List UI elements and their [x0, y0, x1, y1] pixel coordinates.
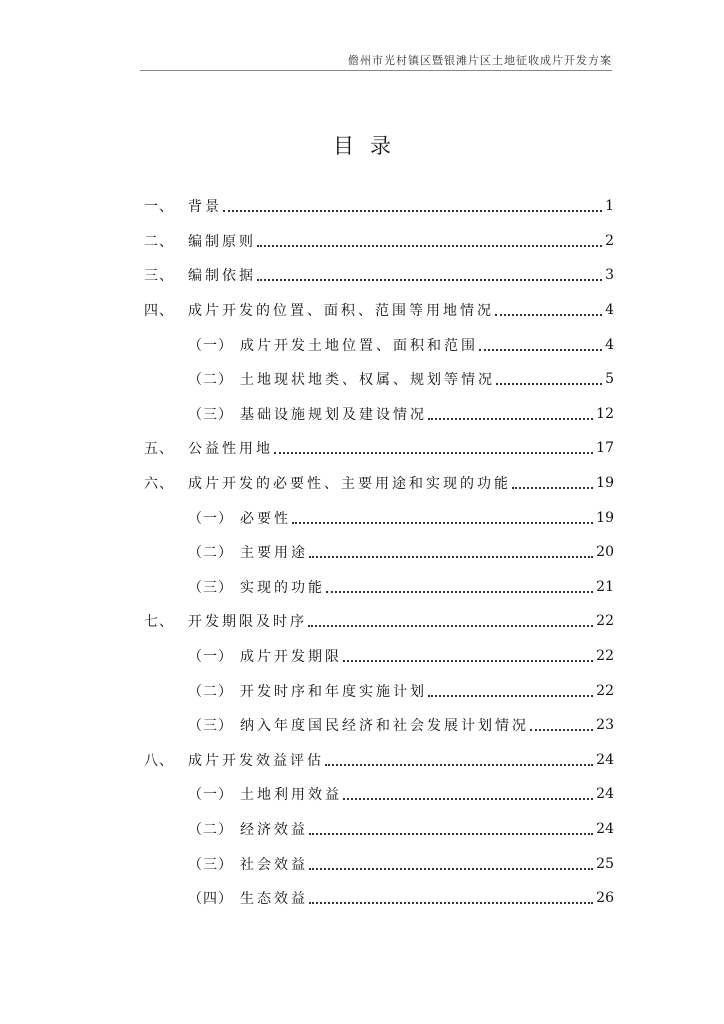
toc-entry-label: 土地现状地类、权属、规划等情况: [240, 372, 495, 389]
dot-leader: [257, 234, 602, 248]
toc-entry-label: 开发时序和年度实施计划: [240, 683, 427, 700]
toc-entry[interactable]: [144, 327, 614, 362]
toc-entry[interactable]: [144, 466, 614, 501]
toc-entry[interactable]: [144, 639, 614, 674]
toc-entry-number: （一）: [188, 510, 233, 527]
dot-leader: [309, 545, 593, 559]
toc-entry-number: （一）: [188, 787, 233, 804]
dot-leader: [223, 199, 602, 213]
dot-leader: [309, 822, 593, 836]
dot-leader: [495, 303, 602, 317]
toc-entry-number: （二）: [188, 821, 233, 838]
toc-entry-number: （一）: [188, 337, 233, 354]
toc-entry-label: 背景: [188, 199, 222, 216]
toc-entry-label: 实现的功能: [240, 579, 325, 596]
toc-entry[interactable]: [144, 224, 614, 259]
toc-entry[interactable]: [144, 881, 614, 916]
toc-entry-page: 17: [596, 440, 614, 457]
toc-entry-label: 成片开发的位置、面积、范围等用地情况: [188, 303, 494, 320]
toc-entry-page: 26: [596, 890, 614, 907]
toc-entry-page: 21: [596, 578, 614, 595]
toc-entry[interactable]: [144, 535, 614, 570]
toc-entry-page: 22: [596, 682, 614, 699]
toc-entry-page: 20: [596, 544, 614, 561]
toc-entry-label: 经济效益: [240, 821, 308, 838]
dot-leader: [530, 718, 593, 732]
dot-leader: [343, 787, 593, 801]
toc-entry-page: 19: [596, 475, 614, 492]
toc-entry-label: 成片开发土地位置、面积和范围: [240, 337, 478, 354]
toc-entry-number: （二）: [188, 683, 233, 700]
toc-entry-page: 25: [596, 855, 614, 872]
toc-entry-number: 六、: [144, 476, 174, 493]
toc-entry-page: 19: [596, 509, 614, 526]
toc-entry[interactable]: [144, 189, 614, 224]
toc-entry-number: （三）: [188, 856, 233, 873]
toc-entry-label: 必要性: [240, 510, 291, 527]
toc-entry-label: 成片开发期限: [240, 649, 342, 666]
toc-entry[interactable]: [144, 431, 614, 466]
toc-title: 目录: [333, 134, 407, 158]
toc-entry[interactable]: [144, 846, 614, 881]
toc-entry[interactable]: [144, 362, 614, 397]
toc-entry-label: 成片开发的必要性、主要用途和实现的功能: [188, 476, 511, 493]
toc-entry-label: 编制依据: [188, 268, 256, 285]
toc-entry-label: 成片开发效益评估: [188, 752, 324, 769]
dot-leader: [326, 580, 593, 594]
toc-entry-number: 三、: [144, 268, 174, 285]
dot-leader: [292, 511, 593, 525]
toc-entry[interactable]: [144, 500, 614, 535]
dot-leader: [257, 268, 602, 282]
toc-entry-label: 公益性用地: [188, 441, 273, 458]
toc-entry-number: （一）: [188, 649, 233, 666]
dot-leader: [274, 441, 593, 455]
dot-leader: [309, 891, 593, 905]
toc-entry-label: 主要用途: [240, 545, 308, 562]
toc-entry-number: 一、: [144, 199, 174, 216]
dot-leader: [496, 372, 602, 386]
toc-entry-page: 3: [605, 267, 614, 284]
toc-entry-page: 1: [605, 198, 614, 215]
toc-entry-number: （四）: [188, 891, 233, 908]
toc-entry[interactable]: [144, 708, 614, 743]
dot-leader: [308, 614, 593, 628]
toc-entry-number: （二）: [188, 372, 233, 389]
dot-leader: [428, 407, 593, 421]
toc-entry[interactable]: [144, 743, 614, 778]
toc-entry[interactable]: [144, 673, 614, 708]
toc-entry-page: 24: [596, 820, 614, 837]
toc-entry-label: 基础设施规划及建设情况: [240, 406, 427, 423]
toc-entry[interactable]: [144, 293, 614, 328]
header-rule: [140, 70, 612, 71]
toc-entry-label: 开发期限及时序: [188, 614, 307, 631]
toc-entry-number: （三）: [188, 406, 233, 423]
toc-entry-label: 纳入年度国民经济和社会发展计划情况: [240, 718, 529, 735]
toc-entry-page: 4: [605, 336, 614, 353]
toc-entry-label: 生态效益: [240, 891, 308, 908]
toc-entry-page: 24: [596, 751, 614, 768]
dot-leader: [479, 338, 602, 352]
toc-entry[interactable]: [144, 777, 614, 812]
toc-entry-number: 四、: [144, 303, 174, 320]
toc-entry-number: 二、: [144, 233, 174, 250]
toc-entry-page: 22: [596, 648, 614, 665]
toc-entry[interactable]: [144, 604, 614, 639]
toc-entry-number: （三）: [188, 579, 233, 596]
dot-leader: [428, 684, 593, 698]
toc-entry-label: 编制原则: [188, 233, 256, 250]
toc-entry-page: 23: [596, 717, 614, 734]
dot-leader: [343, 649, 593, 663]
dot-leader: [325, 753, 593, 767]
toc-entry[interactable]: [144, 397, 614, 432]
running-header: 儋州市光村镇区暨银滩片区土地征收成片开发方案: [348, 54, 612, 67]
toc-entry-label: 土地利用效益: [240, 787, 342, 804]
toc-entry-number: 七、: [144, 614, 174, 631]
toc-entry-page: 5: [605, 371, 614, 388]
toc-entry[interactable]: [144, 570, 614, 605]
toc-entry-number: （二）: [188, 545, 233, 562]
toc-entry-label: 社会效益: [240, 856, 308, 873]
toc-entry-number: （三）: [188, 718, 233, 735]
toc-entry-number: 五、: [144, 441, 174, 458]
dot-leader: [309, 857, 593, 871]
toc-entry-page: 12: [596, 405, 614, 422]
toc-entry-page: 2: [605, 232, 614, 249]
toc-entry-number: 八、: [144, 752, 174, 769]
table-of-contents: [144, 189, 614, 915]
toc-entry[interactable]: [144, 258, 614, 293]
toc-entry-page: 24: [596, 786, 614, 803]
dot-leader: [512, 476, 593, 490]
toc-entry[interactable]: [144, 812, 614, 847]
toc-entry-page: 4: [605, 302, 614, 319]
toc-entry-page: 22: [596, 613, 614, 630]
